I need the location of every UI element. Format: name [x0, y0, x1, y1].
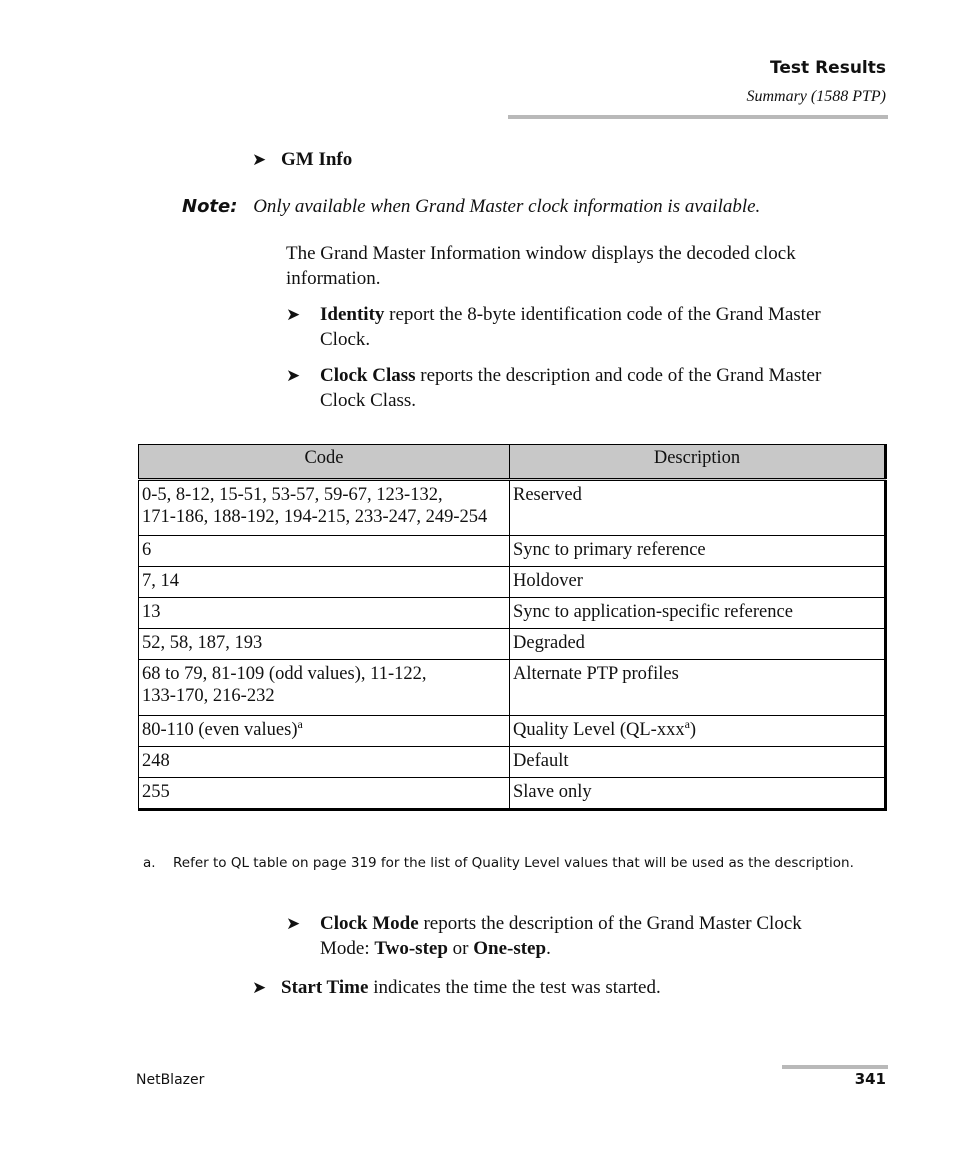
description-cell: Holdover — [510, 567, 886, 598]
footnote-text: Refer to QL table on page 319 for the list of Quality Level values that will be used as the description. — [173, 855, 854, 871]
table-footnote — [143, 855, 854, 871]
column-header-code: Code — [139, 445, 510, 480]
code-text: 80-110 (even values) — [142, 720, 298, 740]
clock-mode-or: or — [447, 938, 474, 959]
code-cell — [139, 660, 510, 716]
footer-rule — [782, 1065, 888, 1069]
description-text: Quality Level (QL-xxx — [513, 720, 685, 740]
intro-paragraph — [286, 241, 796, 291]
start-time-item — [252, 975, 661, 1000]
description-cell: Degraded — [510, 629, 886, 660]
clock-mode-text-2 — [320, 936, 551, 961]
start-time-term: Start Time — [281, 977, 369, 998]
description-cell: Slave only — [510, 778, 886, 810]
table-row — [139, 716, 886, 747]
identity-text: report the 8-byte identification code of the Grand Master — [384, 304, 821, 325]
table-row — [139, 536, 886, 567]
clock-mode-term: Clock Mode — [320, 913, 419, 934]
description-cell — [510, 716, 886, 747]
table-row — [139, 480, 886, 536]
description-cell: Reserved — [510, 480, 886, 536]
clock-mode-prefix: Mode: — [320, 938, 375, 959]
code-cell — [139, 716, 510, 747]
page-header-title: Test Results — [770, 58, 886, 78]
code-cell: 255 — [139, 778, 510, 810]
identity-text-2: Clock. — [320, 329, 371, 350]
description-cell: Sync to primary reference — [510, 536, 886, 567]
clock-class-item — [286, 363, 822, 411]
clock-mode-text: reports the description of the Grand Master Clock — [418, 913, 802, 934]
code-line: 171-186, 188-192, 194-215, 233-247, 249-254 — [142, 507, 488, 527]
code-line: 68 to 79, 81-109 (odd values), 11-122, — [142, 664, 427, 684]
code-line: 0-5, 8-12, 15-51, 53-57, 59-67, 123-132, — [142, 485, 443, 505]
description-cell: Alternate PTP profiles — [510, 660, 886, 716]
page-header-subtitle: Summary (1588 PTP) — [746, 88, 886, 105]
table-row — [139, 747, 886, 778]
code-cell: 52, 58, 187, 193 — [139, 629, 510, 660]
code-cell: 13 — [139, 598, 510, 629]
description-text-end: ) — [689, 720, 697, 740]
bullet-arrow-icon: ➤ — [252, 150, 267, 169]
table-row — [139, 567, 886, 598]
table-row — [139, 778, 886, 810]
clock-mode-option-two-step: Two-step — [374, 938, 448, 959]
clock-class-table — [138, 444, 887, 811]
code-cell — [139, 480, 510, 536]
code-cell: 6 — [139, 536, 510, 567]
clock-class-term: Clock Class — [320, 365, 416, 386]
description-cell: Sync to application-specific reference — [510, 598, 886, 629]
note-text: Only available when Grand Master clock information is available. — [253, 196, 761, 217]
code-cell: 248 — [139, 747, 510, 778]
footnote-ref: a — [684, 716, 690, 731]
table-row — [139, 598, 886, 629]
code-line: 133-170, 216-232 — [142, 686, 275, 706]
footer-product-name: NetBlazer — [136, 1072, 205, 1088]
clock-mode-option-one-step: One-step — [473, 938, 547, 959]
footnote-ref: a — [297, 716, 303, 731]
footnote-marker: a. — [143, 855, 156, 871]
code-cell: 7, 14 — [139, 567, 510, 598]
gm-info-item — [252, 147, 352, 172]
description-cell: Default — [510, 747, 886, 778]
bullet-arrow-icon: ➤ — [286, 366, 301, 385]
start-time-text: indicates the time the test was started. — [368, 977, 661, 998]
page-number: 341 — [854, 1070, 886, 1088]
intro-line-2: information. — [286, 268, 381, 289]
identity-item — [286, 302, 821, 350]
bullet-arrow-icon: ➤ — [252, 978, 267, 997]
gm-info-label: GM Info — [281, 149, 353, 170]
clock-mode-end: . — [546, 938, 551, 959]
column-header-description: Description — [510, 445, 886, 480]
bullet-arrow-icon: ➤ — [286, 914, 301, 933]
identity-term: Identity — [320, 304, 385, 325]
intro-line-1: The Grand Master Information window displays the decoded clock — [286, 243, 796, 264]
note — [182, 196, 760, 218]
table-header-row — [139, 445, 886, 480]
clock-class-text-2: Clock Class. — [320, 390, 417, 411]
table-row — [139, 629, 886, 660]
table-row — [139, 660, 886, 716]
clock-class-text: reports the description and code of the Grand Master — [415, 365, 822, 386]
note-label: Note: — [182, 196, 238, 217]
bullet-arrow-icon: ➤ — [286, 305, 301, 324]
header-rule — [508, 115, 888, 119]
clock-mode-item — [286, 911, 802, 959]
